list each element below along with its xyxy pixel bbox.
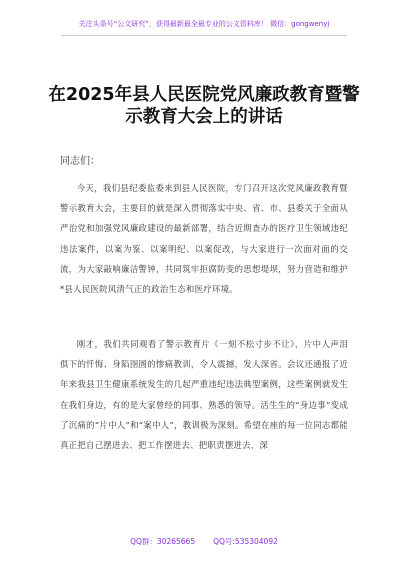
header-divider [62,35,346,36]
body-paragraph: 刚才，我们共同观看了警示教育片《一刻不松寸步不让》，片中人声泪俱下的忏悔、身陷囹圄的惨痛教训，令人震撼，发人深省。会议还通报了近年来我县卫生健康系统发生的几起严重违纪违法典型案例，这些案例就发生在我们身边，有的是大家曾经的同事、熟悉的领导。活生生的“身边事”变成了沉痛的“片中人”和“案中人”，教训极为深刻。希望在座的每一位同志都能真正把自己摆进去、把工作摆进去、把职责摆进去，深 [60,339,348,451]
footer-contact [0,537,408,547]
document-title: 在2025年县人民医院党风廉政教育暨警示教育大会上的讲话 [48,85,360,127]
header-promo-note: 关注头条号“公文研究”，获得最新最全最专业的公文资料库！ 微信：gongwenyj [78,20,330,28]
body-paragraph: 今天，我们县纪委监委来到县人民医院，专门召开这次党风廉政教育暨警示教育大会，主要目的就是深入贯彻落实中央、省、市、县委关于全面从严治党和加强党风廉政建设的最新部署，结合近期查办的医疗卫生领域违纪违法案件，以案为鉴、以案明纪、以案促改，与大家进行一次面对面的交流，为大家敲响廉洁警钟，共同筑牢拒腐防变的思想堤坝，努力营造和维护*县人民医院风清气正的政治生态和医疗环境。 [60,183,348,295]
salutation: 同志们： [60,156,100,167]
footer-qq-number: QQ号:535304092 [213,537,278,546]
footer-qq-group: QQ群：30265665 [130,537,196,546]
